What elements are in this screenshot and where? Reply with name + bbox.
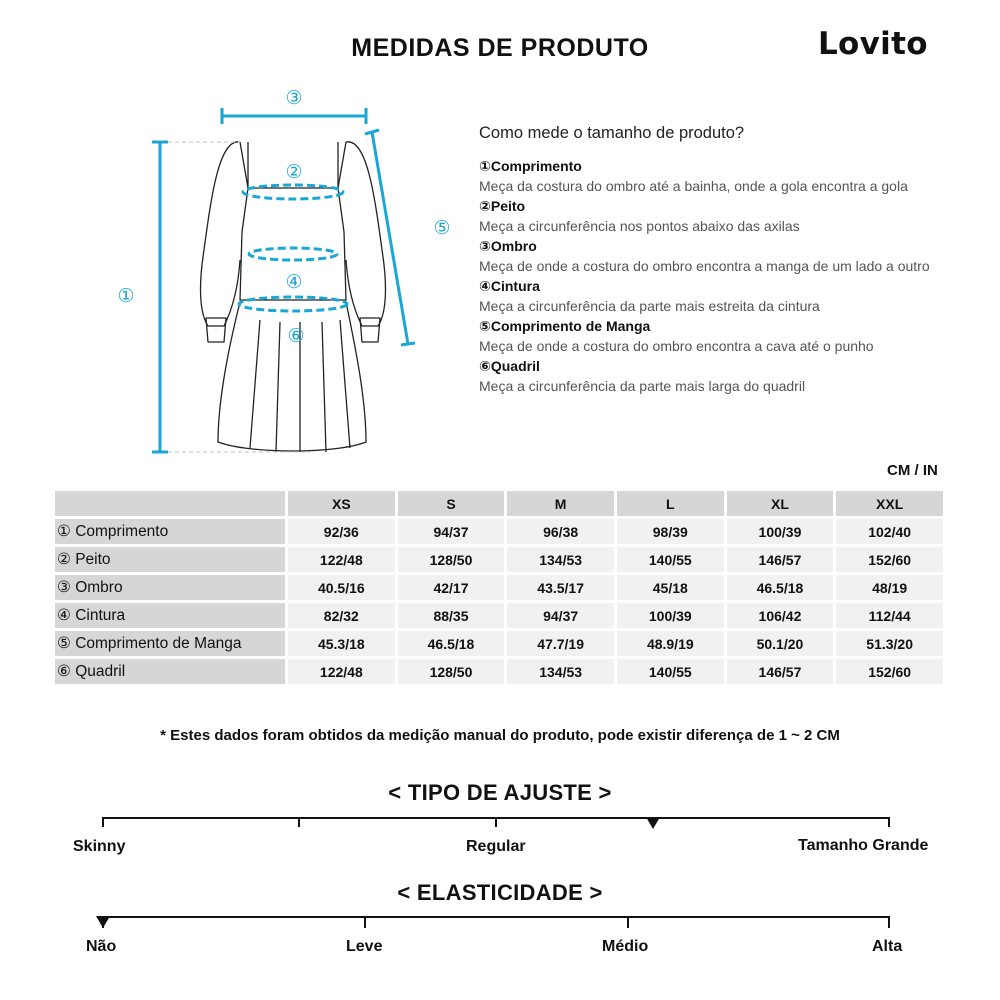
fit-label-large: Tamanho Grande <box>798 837 929 854</box>
table-cell: 102/40 <box>836 519 943 544</box>
table-cell: 48.9/19 <box>617 631 724 656</box>
marker-sleeve: ⑤ <box>433 217 451 239</box>
table-row <box>55 519 943 544</box>
table-row <box>55 659 943 684</box>
measure-desc: Meça a circunferência da parte mais larga do quadril <box>479 378 806 394</box>
measure-item <box>479 236 939 276</box>
table-cell: 82/32 <box>288 603 395 628</box>
unit-label: CM / IN <box>887 462 938 479</box>
measure-desc: Meça a circunferência nos pontos abaixo das axilas <box>479 218 800 234</box>
fit-label-regular: Regular <box>466 838 526 855</box>
marker-hip: ⑥ <box>287 325 305 347</box>
elasticity-marker-icon <box>96 916 110 928</box>
row-label: ② Peito <box>55 547 285 572</box>
measure-desc: Meça a circunferência da parte mais estreita da cintura <box>479 298 820 314</box>
table-cell: 92/36 <box>288 519 395 544</box>
marker-chest: ② <box>285 161 303 183</box>
table-cell: 146/57 <box>727 659 834 684</box>
elasticity-title: < ELASTICIDADE > <box>397 880 603 905</box>
elasticity-label-high: Alta <box>872 938 903 955</box>
elasticity-label-none: Não <box>86 938 117 955</box>
measure-name: ③Ombro <box>479 238 537 254</box>
table-cell: 46.5/18 <box>398 631 505 656</box>
measurement-note: * Estes dados foram obtidos da medição manual do produto, pode existir diferença de 1 ~ 2 CM <box>160 727 840 744</box>
table-cell: 42/17 <box>398 575 505 600</box>
table-cell: 152/60 <box>836 547 943 572</box>
row-label: ⑤ Comprimento de Manga <box>55 631 285 656</box>
table-cell: 45.3/18 <box>288 631 395 656</box>
measure-desc: Meça da costura do ombro até a bainha, onde a gola encontra a gola <box>479 178 908 194</box>
table-header-row <box>55 491 943 516</box>
fit-label-skinny: Skinny <box>73 838 126 855</box>
fit-type-title: < TIPO DE AJUSTE > <box>388 780 612 805</box>
how-to-measure <box>479 124 939 396</box>
size-header: S <box>398 491 505 516</box>
table-cell: 48/19 <box>836 575 943 600</box>
table-cell: 94/37 <box>398 519 505 544</box>
measure-item <box>479 276 939 316</box>
size-header: XL <box>727 491 834 516</box>
size-header: M <box>507 491 614 516</box>
brand-logo: Lovito <box>818 26 928 62</box>
table-cell: 134/53 <box>507 659 614 684</box>
table-cell: 122/48 <box>288 547 395 572</box>
table-cell: 152/60 <box>836 659 943 684</box>
table-cell: 140/55 <box>617 547 724 572</box>
table-cell: 106/42 <box>727 603 834 628</box>
fit-tick <box>102 817 104 827</box>
fit-tick <box>888 817 890 827</box>
size-table <box>52 488 946 687</box>
row-label: ⑥ Quadril <box>55 659 285 684</box>
table-cell: 146/57 <box>727 547 834 572</box>
row-label: ① Comprimento <box>55 519 285 544</box>
measure-item <box>479 316 939 356</box>
marker-shoulder: ③ <box>285 87 303 109</box>
measure-name: ②Peito <box>479 198 526 214</box>
measure-item <box>479 356 939 396</box>
table-cell: 88/35 <box>398 603 505 628</box>
table-cell: 100/39 <box>727 519 834 544</box>
measure-desc: Meça de onde a costura do ombro encontra a manga de um lado a outro <box>479 258 930 274</box>
elasticity-tick <box>364 916 366 928</box>
fit-marker-icon <box>646 817 660 829</box>
fit-tick <box>298 817 300 827</box>
table-cell: 50.1/20 <box>727 631 834 656</box>
measure-name: ④Cintura <box>479 278 540 294</box>
elasticity-label-light: Leve <box>346 938 383 955</box>
measure-desc: Meça de onde a costura do ombro encontra a cava até o punho <box>479 338 874 354</box>
measure-name: ⑤Comprimento de Manga <box>479 318 651 334</box>
table-cell: 134/53 <box>507 547 614 572</box>
table-cell: 47.7/19 <box>507 631 614 656</box>
dress-diagram <box>100 80 470 470</box>
measure-name: ⑥Quadril <box>479 358 540 374</box>
table-cell: 43.5/17 <box>507 575 614 600</box>
table-row <box>55 631 943 656</box>
elasticity-scale-line <box>102 916 890 918</box>
row-label: ③ Ombro <box>55 575 285 600</box>
measure-item <box>479 196 939 236</box>
size-header: XXL <box>836 491 943 516</box>
table-cell: 40.5/16 <box>288 575 395 600</box>
table-cell: 128/50 <box>398 547 505 572</box>
table-corner-cell <box>55 491 285 516</box>
size-header: XS <box>288 491 395 516</box>
marker-length: ① <box>117 285 135 307</box>
fit-tick <box>495 817 497 827</box>
measure-item <box>479 156 939 196</box>
table-row <box>55 603 943 628</box>
size-header: L <box>617 491 724 516</box>
table-cell: 94/37 <box>507 603 614 628</box>
how-to-measure-title: Como mede o tamanho de produto? <box>479 124 745 142</box>
table-cell: 128/50 <box>398 659 505 684</box>
table-cell: 100/39 <box>617 603 724 628</box>
table-cell: 98/39 <box>617 519 724 544</box>
elasticity-label-medium: Médio <box>602 938 649 955</box>
table-cell: 45/18 <box>617 575 724 600</box>
table-cell: 140/55 <box>617 659 724 684</box>
table-cell: 122/48 <box>288 659 395 684</box>
table-cell: 112/44 <box>836 603 943 628</box>
measure-name: ①Comprimento <box>479 158 582 174</box>
page-title: MEDIDAS DE PRODUTO <box>351 34 649 62</box>
marker-waist: ④ <box>285 271 303 293</box>
table-row <box>55 575 943 600</box>
elasticity-tick <box>627 916 629 928</box>
table-cell: 51.3/20 <box>836 631 943 656</box>
table-cell: 96/38 <box>507 519 614 544</box>
table-row <box>55 547 943 572</box>
table-cell: 46.5/18 <box>727 575 834 600</box>
elasticity-tick <box>888 916 890 928</box>
row-label: ④ Cintura <box>55 603 285 628</box>
